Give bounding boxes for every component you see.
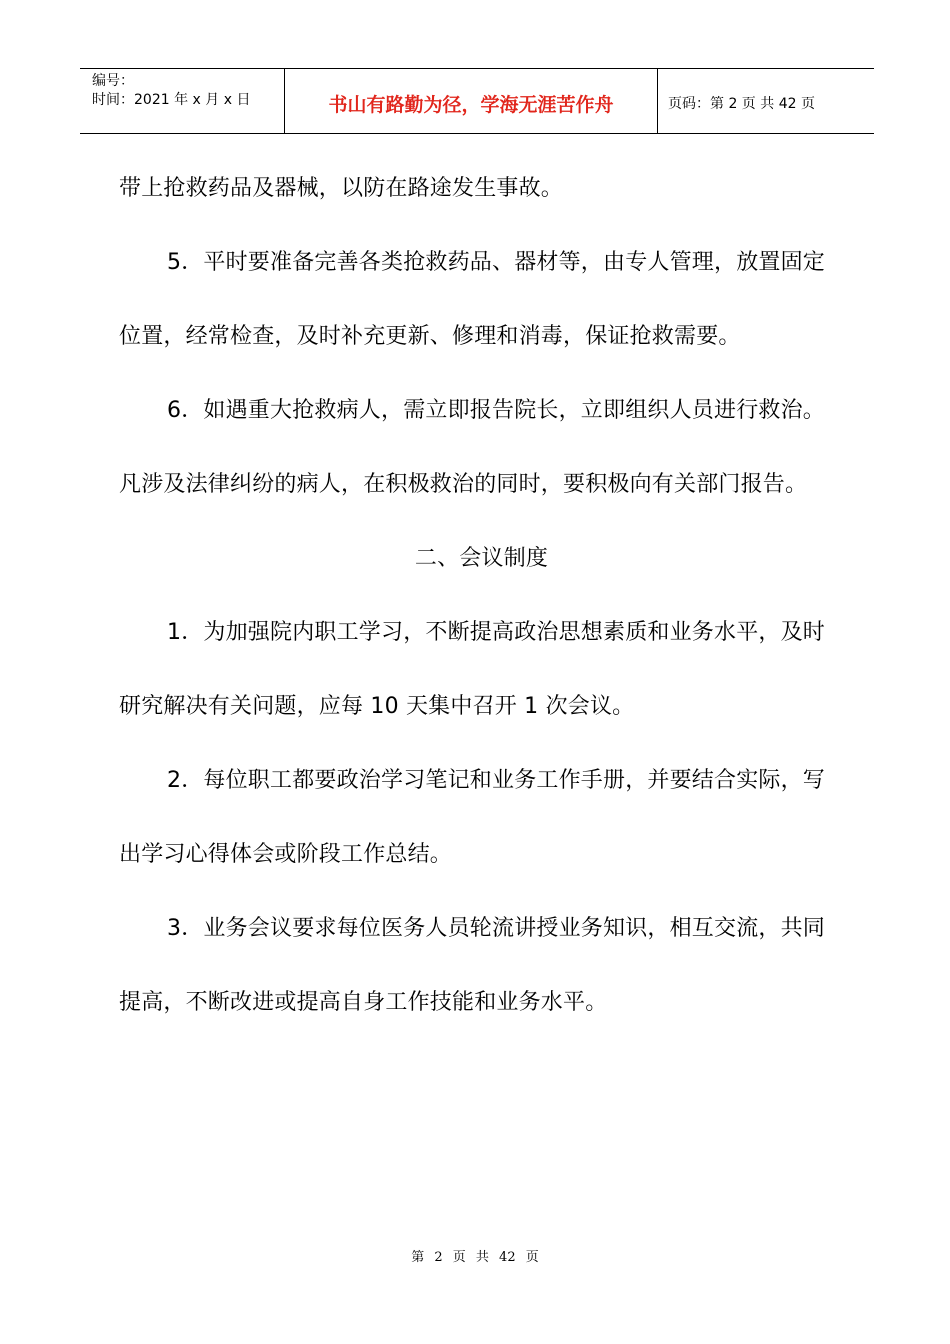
paragraph-item-5: 5．平时要准备完善各类抢救药品、器材等，由专人管理，放置固定位置，经常检查，及时补充更新、修理和消毒，保证抢救需要。 [119,250,825,349]
header-meta-cell [80,69,285,133]
footer-page-number: 第 2 页 共 42 页 [411,1250,539,1265]
paragraph-continuation: 带上抢救药品及器械，以防在路途发生事故。 [119,176,564,201]
paragraph-item-6: 6．如遇重大抢救病人，需立即报告院长，立即组织人员进行救治。凡涉及法律纠纷的病人，在积极救治的同时，要积极向有关部门报告。 [119,398,825,497]
paragraph-item-3: 3．业务会议要求每位医务人员轮流讲授业务知识，相互交流，共同提高，不断改进或提高自身工作技能和业务水平。 [119,916,825,1015]
header-motto: 书山有路勤为径，学海无涯苦作舟 [328,93,614,116]
page-footer [0,1246,950,1265]
section-heading: 二、会议制度 [414,546,549,571]
document-body [119,152,844,1040]
paragraph-item-2: 2．每位职工都要政治学习笔记和业务工作手册，并要结合实际，写出学习心得体会或阶段工作总结。 [119,768,825,867]
header-motto-cell [285,69,658,133]
header-page-cell [658,69,874,133]
date-line: 时间：2021 年 x 月 x 日 [92,92,251,108]
paragraph-item-1: 1．为加强院内职工学习，不断提高政治思想素质和业务水平，及时研究解决有关问题，应每 10 天集中召开 1 次会议。 [119,620,825,719]
serial-number-label: 编号： [92,73,134,89]
header-page-info: 页码：第 2 页 共 42 页 [668,96,815,112]
page-header [80,68,874,134]
